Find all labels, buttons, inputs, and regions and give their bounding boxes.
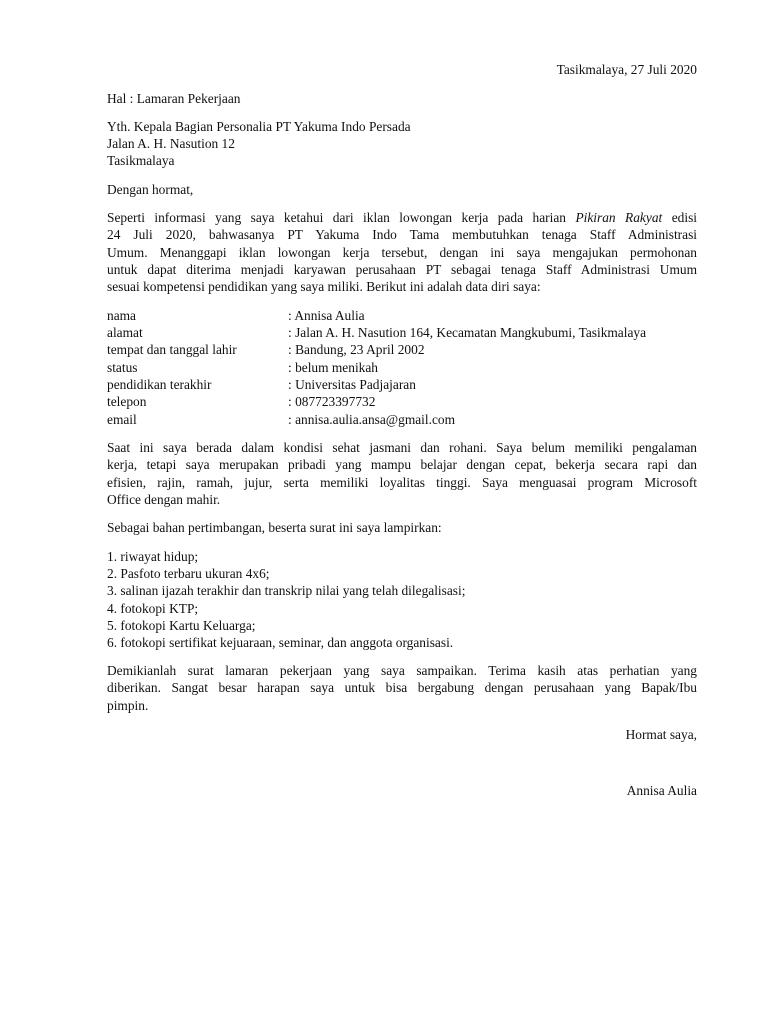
regards: Hormat saya, [625, 727, 697, 742]
condition-paragraph [107, 439, 697, 508]
data-label: alamat [107, 325, 143, 340]
recipient-line-2: Jalan A. H. Nasution 12 [107, 136, 235, 151]
intro-line-5: sesuai kompetensi pendidikan yang saya miliki. Berikut ini adalah data diri saya: [107, 279, 541, 295]
intro-line-2: 24 Juli 2020, bahwasanya PT Yakuma Indo Tama membutuhkan tenaga Staff Administrasi [107, 227, 697, 243]
signature-name: Annisa Aulia [626, 783, 697, 798]
intro-text-before: Seperti informasi yang saya ketahui dari iklan lowongan kerja pada harian [107, 210, 576, 225]
data-value: : Bandung, 23 April 2002 [288, 342, 425, 357]
intro-line-1 [107, 209, 697, 226]
closing-line-2: diberikan. Sangat besar harapan saya untuk bisa bergabung dengan perusahaan yang Bapak/Ibu [107, 680, 697, 696]
place-date: Tasikmalaya, 27 Juli 2020 [556, 62, 697, 77]
data-label: tempat dan tanggal lahir [107, 342, 237, 357]
list-item: 1. riwayat hidup; [107, 549, 199, 564]
intro-line-3: Umum. Menanggapi iklan lowongan kerja tersebut, dengan ini saya mengajukan permohonan [107, 244, 697, 260]
intro-line-4: untuk dapat diterima menjadi karyawan perusahaan PT sebagai tenaga Staff Administrasi Umum [107, 261, 697, 277]
subject-line: Hal : Lamaran Pekerjaan [107, 91, 241, 106]
data-label: telepon [107, 394, 147, 409]
list-item: 4. fotokopi KTP; [107, 601, 199, 616]
recipient-line-3: Tasikmalaya [107, 153, 175, 168]
list-item: 6. fotokopi sertifikat kejuaraan, seminar, dan anggota organisasi. [107, 635, 454, 650]
list-item: 2. Pasfoto terbaru ukuran 4x6; [107, 566, 270, 581]
intro-text-after: edisi [662, 210, 697, 225]
closing-line-3: pimpin. [107, 697, 149, 713]
condition-line-1: Saat ini saya berada dalam kondisi sehat jasmani dan rohani. Saya belum memiliki pengalaman [107, 440, 697, 455]
data-value: : Annisa Aulia [288, 308, 365, 323]
attachments-intro: Sebagai bahan pertimbangan, beserta surat ini saya lampirkan: [107, 520, 442, 535]
condition-line-4: Office dengan mahir. [107, 491, 221, 507]
list-item: 5. fotokopi Kartu Keluarga; [107, 618, 256, 633]
data-value: : 087723397732 [288, 394, 376, 409]
data-label: pendidikan terakhir [107, 377, 212, 392]
closing-paragraph [107, 662, 697, 714]
closing-line-1: Demikianlah surat lamaran pekerjaan yang saya sampaikan. Terima kasih atas perhatian yang [107, 663, 697, 678]
data-value: : annisa.aulia.ansa@gmail.com [288, 412, 456, 427]
data-value: : Jalan A. H. Nasution 164, Kecamatan Mangkubumi, Tasikmalaya [288, 325, 647, 340]
letter-page [107, 0, 697, 1024]
newspaper-name: Pikiran Rakyat [575, 210, 663, 225]
intro-paragraph [107, 209, 697, 295]
data-label: status [107, 360, 138, 375]
data-value: : belum menikah [288, 360, 378, 375]
list-item: 3. salinan ijazah terakhir dan transkrip nilai yang telah dilegalisasi; [107, 583, 466, 598]
data-label: nama [107, 308, 136, 323]
condition-line-3: efisien, rajin, ramah, jujur, serta memiliki loyalitas tinggi. Saya menguasai program Microsoft [107, 474, 697, 490]
recipient-line-1: Yth. Kepala Bagian Personalia PT Yakuma Indo Persada [107, 119, 411, 134]
greeting: Dengan hormat, [107, 182, 194, 197]
condition-line-2: kerja, tetapi saya merupakan pribadi yang mampu belajar dengan cepat, bekerja secara rapi dan [107, 457, 697, 473]
data-value: : Universitas Padjajaran [288, 377, 416, 392]
data-label: email [107, 412, 137, 427]
